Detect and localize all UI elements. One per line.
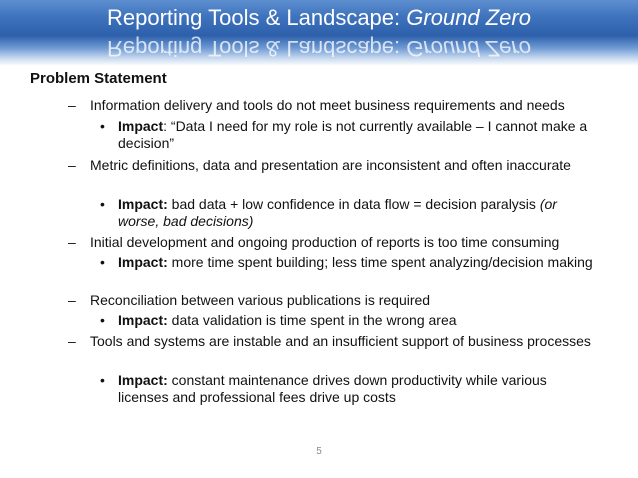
title-reflection-band bbox=[0, 36, 638, 66]
section-heading: Problem Statement bbox=[30, 70, 167, 87]
impact-label: Impact bbox=[118, 118, 164, 134]
impact-body: data validation is time spent in the wrong area bbox=[167, 312, 457, 328]
impact-text bbox=[118, 118, 600, 152]
problem-text: Information delivery and tools do not meet business requirements and needs bbox=[90, 97, 565, 113]
problem-text: Reconciliation between various publications is required bbox=[90, 292, 431, 308]
slide-title-main: Reporting Tools & Landscape: bbox=[107, 5, 407, 30]
slide-title-reflection bbox=[0, 36, 638, 62]
slide-title-italic: Ground Zero bbox=[406, 5, 531, 30]
slide-title bbox=[0, 4, 638, 32]
bullet-marker: • bbox=[100, 196, 105, 212]
impact-body: more time spent building; less time spent analyzing/decision making bbox=[167, 254, 593, 270]
impact-label: Impact: bbox=[118, 254, 168, 270]
impact-text bbox=[118, 254, 600, 271]
impact-body: constant maintenance drives down productivity while various licenses and professional fees drive up costs bbox=[118, 372, 547, 405]
impact-body: : “Data I need for my role is not currently available – I cannot make a decision” bbox=[118, 118, 588, 151]
dash-marker: – bbox=[68, 292, 76, 308]
impact-text bbox=[118, 312, 600, 329]
bullet-marker: • bbox=[100, 312, 105, 328]
slide-title-reflection-italic: Ground Zero bbox=[406, 36, 531, 61]
bullet-marker: • bbox=[100, 254, 105, 270]
title-banner bbox=[0, 0, 638, 36]
impact-label: Impact: bbox=[118, 372, 168, 388]
impact-label: Impact: bbox=[118, 312, 168, 328]
page-number: 5 bbox=[316, 446, 322, 457]
slide-title-reflection-main: Reporting Tools & Landscape: bbox=[107, 36, 407, 61]
impact-text bbox=[118, 196, 600, 230]
dash-marker: – bbox=[68, 234, 76, 250]
impact-body: bad data + low confidence in data flow = decision paralysis bbox=[167, 196, 540, 212]
dash-marker: – bbox=[68, 333, 76, 349]
bullet-marker: • bbox=[100, 372, 105, 388]
dash-marker: – bbox=[68, 157, 76, 173]
impact-label: Impact: bbox=[118, 196, 168, 212]
problem-text: Initial development and ongoing production of reports is too time consuming bbox=[90, 234, 560, 250]
bullet-marker: • bbox=[100, 118, 105, 134]
problem-text: Tools and systems are instable and an insufficient support of business processes bbox=[90, 333, 591, 349]
dash-marker: – bbox=[68, 97, 76, 113]
problem-text: Metric definitions, data and presentation are inconsistent and often inaccurate bbox=[90, 157, 571, 173]
impact-text bbox=[118, 372, 600, 406]
impact-italic: (or worse, bad decisions) bbox=[118, 196, 557, 229]
